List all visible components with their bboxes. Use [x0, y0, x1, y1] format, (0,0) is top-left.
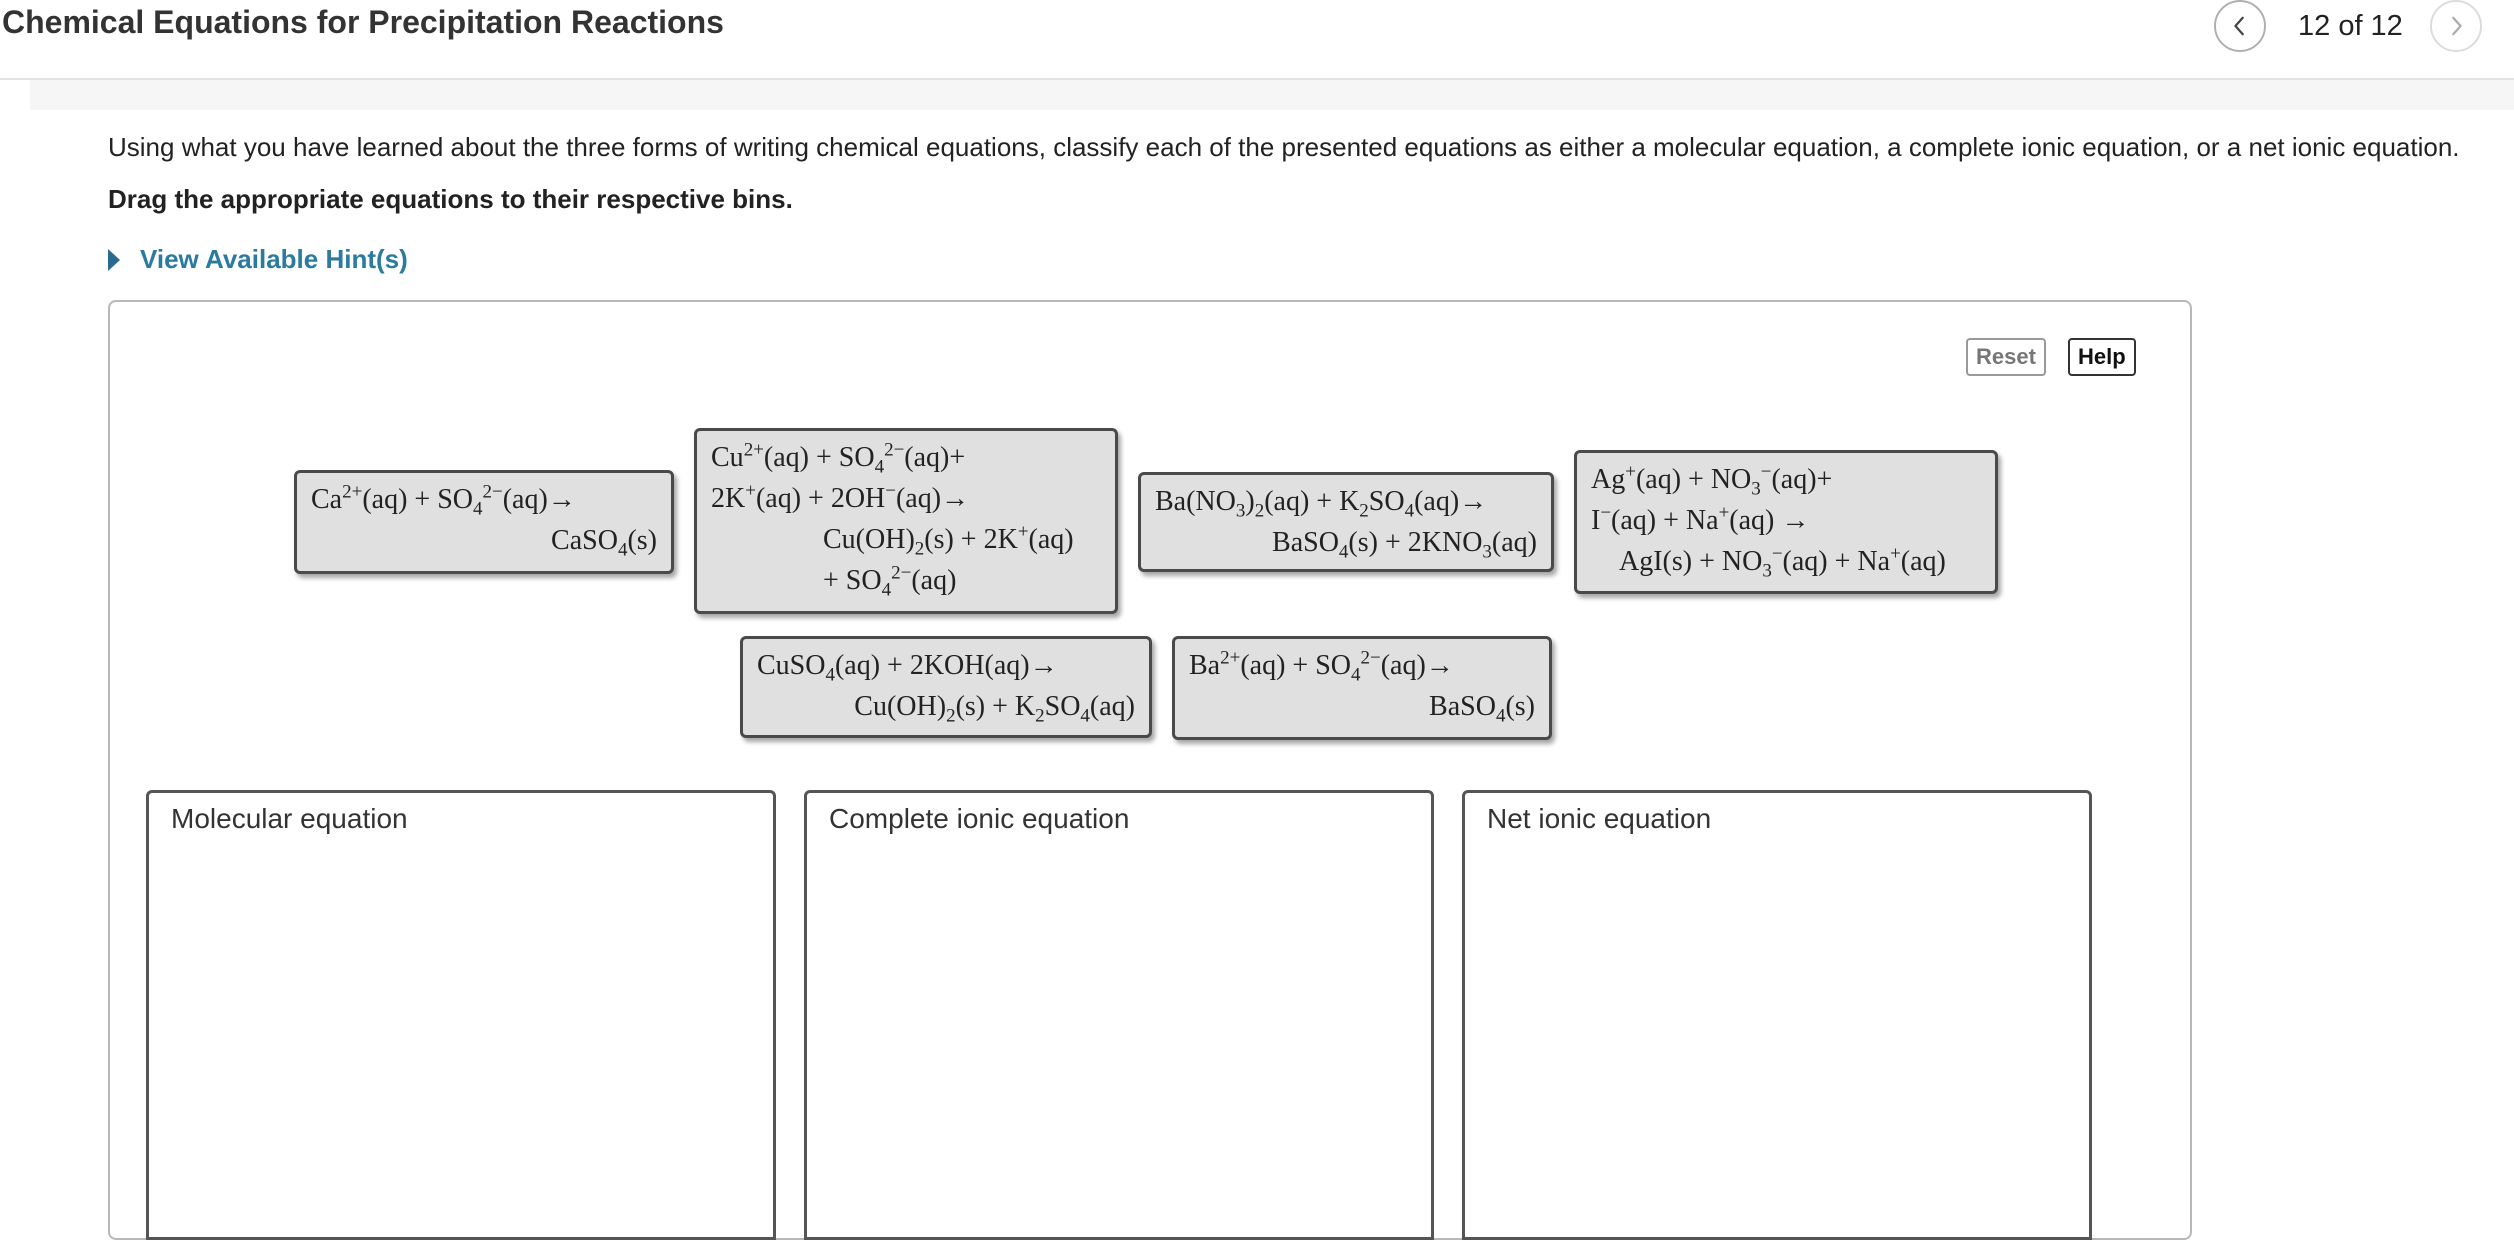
equation-tile-1[interactable] — [294, 470, 674, 574]
page-title: Chemical Equations for Precipitation Reactions — [2, 4, 724, 40]
equation-tile-3-line-2: BaSO$_4$(s) + $2KNO_3(aq)$ — [1272, 527, 1537, 563]
equation-tile-5[interactable] — [740, 636, 1152, 738]
equation-tile-2[interactable] — [694, 428, 1118, 614]
reset-button[interactable]: Reset — [1966, 338, 2046, 376]
equation-tile-6[interactable] — [1172, 636, 1552, 740]
equation-tile-4[interactable] — [1574, 450, 1998, 594]
next-button[interactable] — [2430, 0, 2482, 52]
equation-tile-4-line-3: $AgI(s) + NO_3^-(aq) + Na^+(aq)$ — [1619, 543, 1946, 582]
help-button[interactable]: Help — [2068, 338, 2136, 376]
equation-tile-5-line-1: CuSO$_4$(aq) + 2KOH(aq)→ — [757, 650, 1058, 686]
equation-tile-6-line-2: BaSO$_4$(s) — [1429, 691, 1535, 727]
bin-molecular-equation[interactable] — [146, 790, 776, 1240]
view-hints-label: View Available Hint(s) — [140, 244, 408, 274]
equation-tile-4-line-1: $Ag^+(aq) + NO_3^-(aq)+$ — [1591, 461, 1833, 500]
bin-label: Complete ionic equation — [811, 797, 1147, 841]
instructions-text: Using what you have learned about the three forms of writing chemical equations, classify each of the presented equations as either a molecular equation, a complete ionic equation, or a net ionic equation. — [108, 132, 2460, 162]
bin-complete-ionic-equation[interactable] — [804, 790, 1434, 1240]
equation-tile-5-line-2: $Cu(OH)_2(s) + K_2SO_4(aq)$ — [854, 691, 1135, 727]
view-hints-toggle[interactable] — [108, 244, 408, 275]
previous-button[interactable] — [2214, 0, 2266, 52]
header — [0, 0, 2514, 80]
equation-tile-3[interactable] — [1138, 472, 1554, 572]
equation-tile-4-line-2: I−(aq) + Na+(aq) → — [1591, 502, 1810, 536]
equation-tile-3-line-1: $Ba(NO_3)_2(aq) + K_2SO_4(aq)\to$ — [1155, 486, 1488, 522]
header-band — [30, 80, 2514, 110]
bin-net-ionic-equation[interactable] — [1462, 790, 2092, 1240]
chevron-right-icon — [2445, 15, 2467, 37]
equation-tile-6-line-1: $Ba^{2+}(aq) + SO_4^{2-}(aq)\to$ — [1189, 647, 1454, 686]
equation-tile-2-line-4: + $SO_4^{2-}(aq)$ — [823, 562, 957, 601]
equation-tile-1-line-2: CaSO$_4$(s) — [551, 525, 657, 561]
bin-label: Molecular equation — [153, 797, 426, 841]
bin-label: Net ionic equation — [1469, 797, 1729, 841]
equation-tile-2-line-2: 2K+(aq) + 2OH−(aq)→ — [711, 480, 970, 514]
equation-tile-1-line-1: $Ca^{2+}(aq) + SO_4^{2-}(aq)\to$ — [311, 481, 576, 520]
caret-right-icon — [108, 249, 120, 271]
equation-tile-2-line-1: $Cu^{2+}(aq) + SO_4^{2-}(aq)+$ — [711, 439, 966, 478]
question-counter: 12 of 12 — [2298, 10, 2403, 42]
chevron-left-icon — [2229, 15, 2251, 37]
equation-tile-2-line-3: $Cu(OH)_2(s) + 2K^+(aq)$ — [823, 521, 1074, 560]
instructions-bold-text: Drag the appropriate equations to their respective bins. — [108, 184, 793, 214]
